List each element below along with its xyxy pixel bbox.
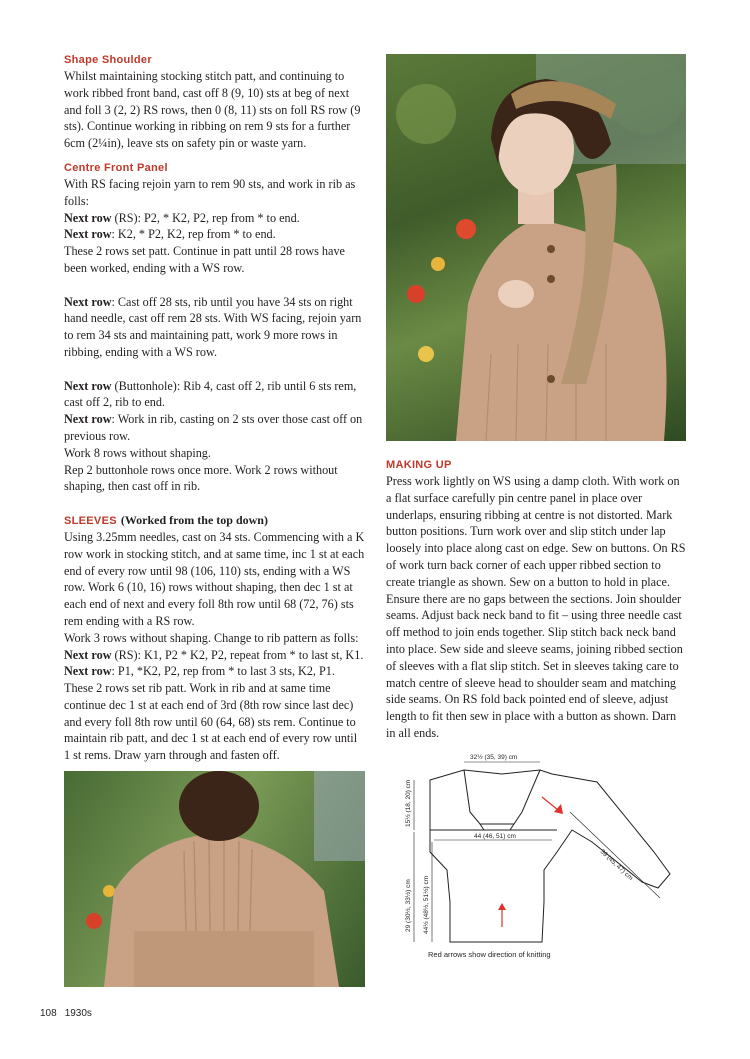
sleeves-row1: Next row (RS): K1, P2 * K2, P2, repeat from * to last st, K1. bbox=[64, 647, 364, 662]
model-front-photo bbox=[386, 54, 686, 441]
centre-front-row5: Next row: Work in rib, casting on 2 sts over those cast off on previous row. bbox=[64, 412, 363, 443]
knitting-direction-arrows bbox=[498, 797, 563, 927]
sleeves-para2: Work 3 rows without shaping. Change to rib pattern as folls: bbox=[64, 630, 359, 645]
centre-front-heading: Centre Front Panel bbox=[64, 161, 168, 174]
sleeves-row2: Next row: P1, *K2, P2, rep from * to last 3 sts, K2, P1. bbox=[64, 664, 335, 679]
schematic-outline bbox=[430, 770, 670, 942]
label-chest-width: 44 (46, 51) cm bbox=[474, 833, 516, 840]
right-column bbox=[386, 457, 688, 742]
centre-front-intro: With RS facing rejoin yarn to rem 90 sts, and work in rib as folls: bbox=[64, 176, 356, 208]
sleeves-subheading: (Worked from the top down) bbox=[120, 512, 268, 527]
label-shoulder-depth: 15½ (18, 20) cm bbox=[405, 779, 412, 827]
label-total-length: 29 (30½, 33½) cm bbox=[405, 879, 412, 932]
centre-front-set: These 2 rows set patt. Continue in patt until 28 rows have been worked, ending with a WS row. bbox=[64, 244, 345, 275]
making-up-heading: MAKING UP bbox=[386, 459, 452, 471]
shape-shoulder-text: Whilst maintaining stocking stitch patt, and continuing to work ribbed front band, cast off 8 (9, 10) sts at beg of next and foll 3 (2, 2) RS rows, then 0 (8, 11) sts on foll RS row (9 sts). Continue working in ribbing on rem 9 sts for a further 6cm (2¼in), leave sts on safety pin or waste yarn. bbox=[64, 69, 361, 151]
label-body-length: 44½ (48½, 51½) cm bbox=[423, 875, 430, 934]
page-number: 108 bbox=[40, 1008, 57, 1019]
diagram-caption: Red arrows show direction of knitting bbox=[428, 950, 551, 959]
left-column bbox=[64, 52, 366, 764]
centre-front-row4: Next row (Buttonhole): Rib 4, cast off 2, rib until 6 sts rem, cast off 2, rib to end. bbox=[64, 378, 357, 410]
model-back-illustration bbox=[64, 771, 365, 987]
centre-front-row1: Next row (RS): P2, * K2, P2, rep from * to end. bbox=[64, 210, 300, 225]
schematic-neckband bbox=[464, 770, 540, 824]
section-name: 1930s bbox=[64, 1008, 92, 1019]
centre-front-row2: Next row: K2, * P2, K2, rep from * to end. bbox=[64, 227, 276, 242]
centre-front-row3: Next row: Cast off 28 sts, rib until you have 34 sts on right hand needle, cast off rem 28 sts. With WS facing, rejoin yarn to rem 34 sts and maintaining patt, work 9 more rows in ribbing, ending with a WS row. bbox=[64, 294, 362, 359]
schematic-diagram bbox=[392, 752, 692, 964]
arrow-sleeve-head bbox=[554, 804, 563, 814]
label-sleeve-length: 39 (45, 47) cm bbox=[598, 848, 635, 883]
arrow-body-head bbox=[498, 903, 506, 910]
model-back-photo bbox=[64, 771, 365, 987]
sleeves-para3: These 2 rows set rib patt. Work in rib and at same time continue dec 1 st at each end of 3rd (8th row since last dec) and every foll 8th row until 60 (64, 68) sts rem. Continue to maintain rib patt, and dec 1 st at each end of every row until 1 st rems. Draw yarn through and fasten off. bbox=[64, 681, 358, 763]
shape-shoulder-heading: Shape Shoulder bbox=[64, 54, 152, 66]
sleeves-heading: SLEEVES (Worked from the top down) bbox=[64, 512, 268, 527]
model-front-illustration bbox=[386, 54, 686, 441]
sleeves-para1: Using 3.25mm needles, cast on 34 sts. Commencing with a K row work in stocking stitch, and at same time, inc 1 st at each end of every row until 98 (106, 110) sts, ending with a WS row. Work 6 (10, 16) rows without shaping, then dec 1 st at each end of next and every foll 8th row until 68 (72, 76) sts rem ending with a RS row. bbox=[64, 529, 365, 628]
label-top-width: 32½ (35, 39) cm bbox=[470, 754, 518, 761]
centre-front-work8: Work 8 rows without shaping. bbox=[64, 445, 211, 460]
page-footer bbox=[40, 1008, 92, 1019]
measure-sleeve-length bbox=[570, 812, 660, 898]
arrow-sleeve bbox=[542, 797, 558, 810]
making-up-text: Press work lightly on WS using a damp cloth. With work on a flat surface carefully pin centre panel in place over underlaps, ensuring ribbing at centre is not distorted. Mark button positions. Turn work over and slip stitch under lap loosely into place along cast on edge. Sew on buttons. On RS of work turn back corner of each upper ribbed section to create triangle as shown. Sew on a button to hold in place. Ensure there are no gaps between the sections. Join shoulder seams. Adjust back neck band to fit – using three needle cast off method to join ends together. Slip stitch back neck band into place. Sew side and sleeve seams, joining ribbed section of sleeves with a flat slip stitch. Set in sleeves taking care to match centre of sleeve head to shoulder seam and matching side seams. On RS fold back pointed end of sleeve, adjust length to fit then sew in place with a button as shown. Darn in all ends. bbox=[386, 474, 686, 740]
centre-front-rep: Rep 2 buttonhole rows once more. Work 2 rows without shaping, then cast off in rib. bbox=[64, 462, 338, 494]
schematic-neck-base bbox=[480, 824, 514, 830]
